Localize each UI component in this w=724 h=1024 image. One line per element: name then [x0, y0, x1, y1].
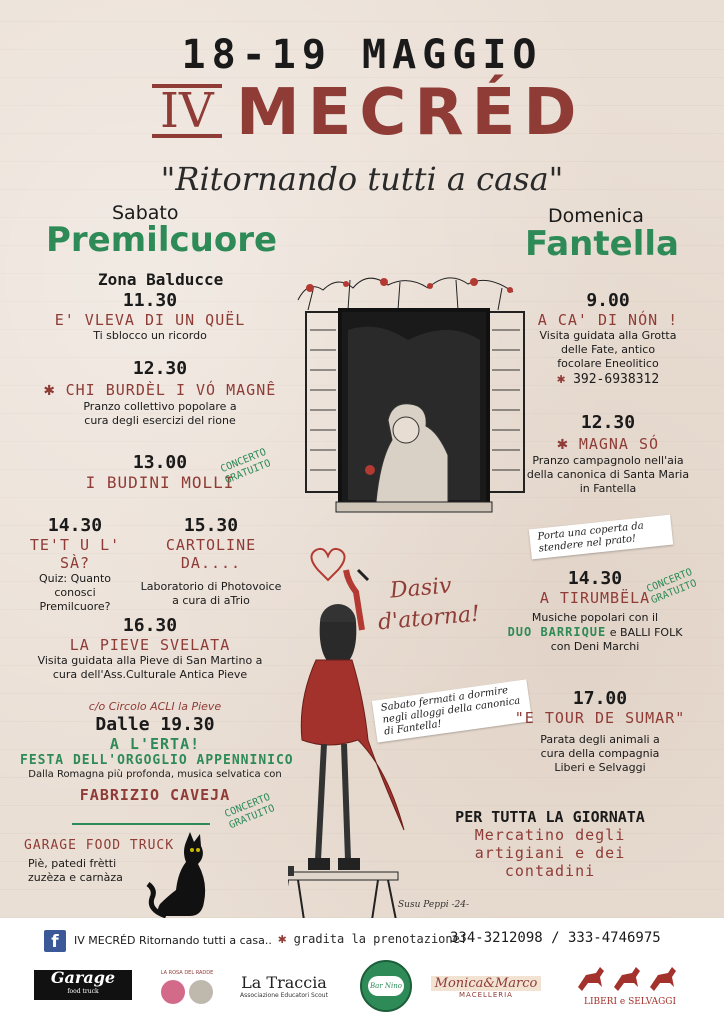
event-title: I BUDINI MOLLI: [85, 473, 235, 492]
rosa-logo-text: LA ROSA DEL RADDE: [160, 970, 214, 976]
evening-party: [20, 700, 294, 804]
evening-title: A L'ERTA!: [109, 735, 201, 753]
food-truck-title: GARAGE FOOD TRUCK: [24, 838, 175, 853]
event-title: A CA' DI NÓN !: [537, 311, 679, 329]
event-title: MAGNA SÓ: [578, 435, 660, 453]
garage-logo-sub: food truck: [67, 988, 99, 995]
event-title: "E TOUR DE SUMAR": [514, 709, 686, 727]
booking-text: gradita la prenotazione!: [293, 932, 468, 946]
event-1700: [500, 688, 700, 775]
la-traccia-logo: [232, 968, 336, 1004]
liberi-logo-text: LIBERI e SELVAGGI: [583, 997, 677, 1007]
sunday-place: Fantella: [525, 224, 679, 264]
event-time: 12.30: [580, 412, 636, 433]
food-truck-desc: Piè, patedi frètti zuzèza e carnàza: [28, 857, 123, 884]
event-title: A TIRUMBËLA: [539, 589, 651, 607]
facebook-icon[interactable]: f: [44, 930, 66, 952]
event-time: 11.30: [122, 290, 178, 311]
dance-text: e BALLI FOLK: [609, 626, 683, 639]
evening-time: Dalle 19.30: [95, 714, 215, 735]
event-0900: [518, 290, 698, 387]
event-1630: [30, 615, 270, 682]
macelleria-logo-text: Monica&Marco: [431, 976, 542, 991]
artist-signature: Susu Peppi -24-: [398, 900, 470, 910]
event-time: 15.30: [183, 515, 239, 536]
dance-host: con Deni Marchi: [550, 640, 640, 653]
free-concert-tag: CONCERTO GRATUITO: [645, 566, 699, 607]
evening-venue: c/o Circolo ACLI la Pieve: [88, 700, 222, 713]
asterisk-icon: ✱: [43, 379, 56, 400]
event-time: 14.30: [47, 515, 103, 536]
event-dates: 18-19 MAGGIO: [181, 32, 543, 78]
event-time: 13.00: [132, 452, 188, 473]
event-1230-sun: [518, 412, 698, 496]
event-time: 14.30: [567, 568, 623, 589]
event-title: TE'T U L' SÀ?: [29, 536, 121, 572]
event-time: 12.30: [132, 358, 188, 379]
liberi-selvaggi-logo: [570, 956, 690, 1012]
asterisk-icon: ✱: [556, 371, 566, 387]
garage-logo-text: Garage: [50, 968, 116, 987]
all-day-market: [430, 808, 670, 880]
traccia-logo-sub: Associazione Educatori Scout: [240, 992, 328, 999]
event-time: 9.00: [586, 290, 630, 311]
event-desc: Parata degli animali a cura della compagnia Liberi e Selvaggi: [540, 733, 660, 774]
booking-phones[interactable]: 334-3212098 / 333-4746975: [450, 930, 661, 946]
asterisk-icon: ✱: [278, 931, 287, 947]
evening-desc: Dalla Romagna più profonda, musica selvatica con: [28, 769, 282, 780]
event-desc: Pranzo collettivo popolare a cura degli esercizi del rione: [83, 400, 237, 427]
event-subtitle: "Ritornando tutti a casa": [160, 160, 564, 198]
event-title: CHI BURDÈL I VÓ MAGNÊ: [65, 381, 277, 399]
slogan-line2: d'atorna!: [377, 601, 481, 636]
evening-artist: FABRIZIO CAVEJA: [79, 786, 231, 804]
event-title: LA PIEVE SVELATA: [69, 636, 231, 654]
event-desc: Visita guidata alla Grotta delle Fate, antico focolare Eneolitico: [539, 329, 677, 370]
macelleria-logo: [430, 968, 542, 1006]
event-desc: Laboratorio di Photovoice a cura di aTrio: [140, 580, 282, 607]
event-desc: Ti sblocco un ricordo: [93, 329, 207, 342]
event-desc: Musiche popolari con il: [531, 611, 659, 624]
market-line2: artigiani e dei contadini: [474, 844, 626, 880]
event-title: CARTOLINE DA....: [165, 536, 257, 572]
blanket-note: Porta una coperta da stendere nel prato!: [529, 515, 673, 560]
event-title: E' VLEVA DI UN QUËL: [54, 311, 246, 329]
artist-underline: [72, 823, 210, 825]
saturday-day: Sabato: [112, 202, 179, 224]
free-concert-tag: CONCERTO GRATUITO: [223, 791, 277, 832]
rosa-del-radde-logo: [152, 958, 222, 1016]
slogan-line1: Dasiv: [389, 573, 453, 604]
event-time: 16.30: [122, 615, 178, 636]
evening-subtitle: FESTA DELL'ORGOGLIO APPENNINICO: [20, 753, 294, 768]
bar-logo-text: Bar Nino: [368, 976, 404, 996]
event-desc: Pranzo campagnolo nell'aia della canonica di Santa Maria in Fantella: [526, 454, 690, 495]
facebook-page-name[interactable]: IV MECRÉD Ritornando tutti a casa..: [74, 934, 272, 947]
event-desc: Quiz: Quanto conosci Premilcuore?: [38, 572, 112, 613]
all-day-title: PER TUTTA LA GIORNATA: [455, 808, 645, 826]
event-1530: [136, 515, 286, 608]
band-name: DUO BARRIQUE: [507, 625, 607, 639]
saturday-place: Premilcuore: [46, 220, 278, 260]
event-title: MECRÉD: [236, 76, 585, 150]
macelleria-logo-sub: MACELLERIA: [459, 990, 513, 999]
saturday-zone: Zona Balducce: [98, 270, 224, 289]
traccia-logo-text: La Traccia: [241, 973, 327, 992]
garage-logo: [34, 970, 132, 1000]
bar-logo: [360, 960, 412, 1012]
edition-number: IV: [152, 84, 222, 138]
event-desc: Visita guidata alla Pieve di San Martino a cura dell'Ass.Culturale Antica Pieve: [37, 654, 263, 681]
event-1130: [40, 290, 260, 343]
phone-number: 392-6938312: [573, 372, 660, 387]
event-1230-sat: [40, 358, 280, 428]
black-cat-illustration: [146, 832, 216, 918]
horses-icon: [574, 961, 686, 997]
sleep-note: Sabato fermati a dormire negli alloggi della canonica di Fantella!: [372, 679, 532, 742]
sunday-day: Domenica: [548, 205, 644, 227]
event-time: 17.00: [572, 688, 628, 709]
event-1430-sat: [20, 515, 130, 614]
asterisk-icon: ✱: [556, 433, 569, 454]
free-concert-tag: CONCERTO GRATUITO: [219, 446, 273, 487]
market-line1: Mercatino degli: [474, 826, 626, 844]
